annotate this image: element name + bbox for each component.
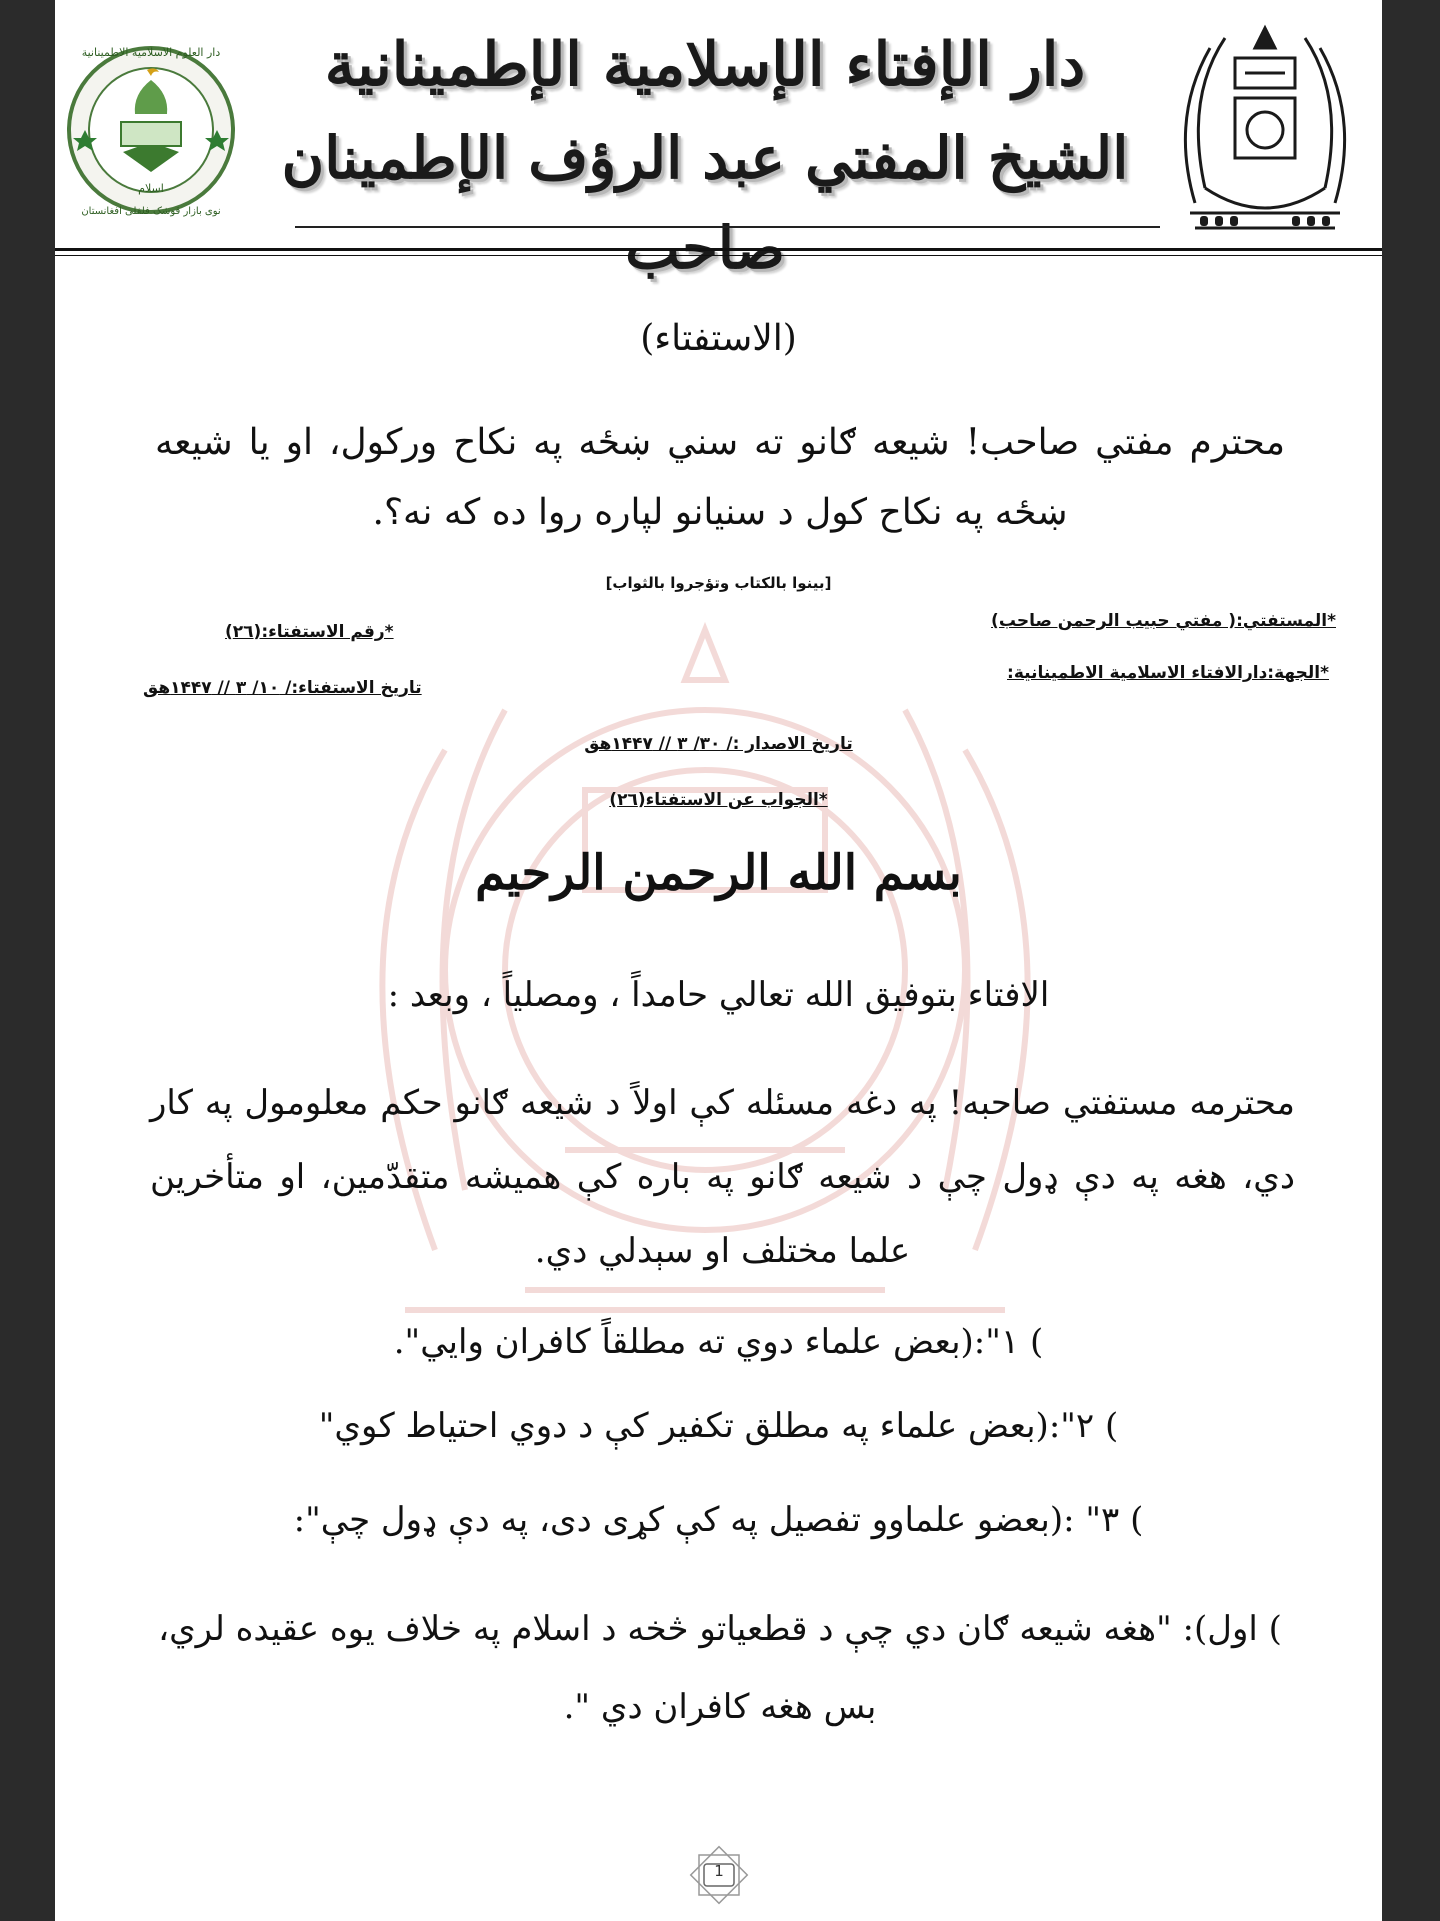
bayyinu-note: [بینوا بالكتاب وتؤجروا بالثواب] [605, 574, 832, 592]
header-rule-thin [55, 255, 1382, 256]
list-item: ) ٣" :(بعضو علماوو تفصیل په کې کړی دی، په دې ډول چې": [293, 1500, 1144, 1540]
header-title [260, 25, 1150, 293]
basmala: بسم الله الرحمن الرحيم [475, 845, 962, 901]
answer-heading: *الجواب عن الاستفتاء(٢٦) [609, 790, 828, 810]
issue-date-field: تاريخ الاصدار :/ ٣٠/ ٣ // ١۴۴٧هق [584, 734, 853, 754]
emblem-logo-right [1165, 18, 1365, 243]
header-rule-thick [55, 248, 1382, 251]
header-title-line1: دار الإفتاء الإسلامية الإطمينانية [324, 30, 1086, 100]
page-number: 1 [714, 1862, 724, 1880]
answer-intro: محترمه مستفتي صاحبه! په دغه مسئله کې اولاً د شیعه ګانو حکم معلومول په کار دي، هغه په دې ډول چې د شیعه ګانو په باره کې همیشه متقدّمین، او متأخرین علما مختلف او سېدلي دي. [150, 1083, 1295, 1271]
list-item: ) ٢":(بعض علماء په مطلق تکفیر کې د دوي احتیاط کوي" [318, 1406, 1119, 1446]
list-item: ) ١":(بعض علماء دوي ته مطلقاً کافران وایي". [393, 1322, 1044, 1362]
istifta-date-field: تاريخ الاستفتاء:/ ١٠/ ٣ // ١۴۴٧هق [143, 678, 422, 698]
awwal-paragraph: ) اول): "هغه شیعه ګان دي چې د قطعیاتو څخه د اسلام په خلاف یوه عقیده لري، بس هغه کافران دي ". [158, 1609, 1282, 1727]
document-page [55, 0, 1382, 1921]
iftaa-opening: الافتاء بتوفيق الله تعالي حامداً ، ومصلياً ، وبعد : [387, 975, 1050, 1015]
jiha-field: *الجهة:دارالافتاء الاسلامية الاطمينانية: [1007, 663, 1329, 683]
document-title: (الاستفتاء) [640, 318, 797, 359]
istifta-number-field: *رقم الاستفتاء:(٢٦) [225, 622, 394, 642]
header-underline [295, 226, 1160, 228]
seal-logo-left [63, 22, 238, 237]
mustafti-field: *المستفتي:( مفتي حبيب الرحمن صاحب) [991, 611, 1336, 631]
header-title-line2: الشيخ المفتي عبد الرؤف الإطمينان صاحب [281, 124, 1129, 282]
question-text: محترم مفتي صاحب! شیعه ګانو ته سني ښځه په نکاح ورکول، او یا شیعه ښځه په نکاح کول د سنیانو لپاره روا ده که نه؟. [155, 422, 1285, 533]
seal-left-bottom-text: نوی بازار قوشک فلفلی افغانستان [81, 206, 221, 217]
seal-left-center-text: اسلام [138, 182, 164, 195]
seal-left-ring-text: دار العلوم الاسلامية الاطمينانية [81, 46, 221, 59]
